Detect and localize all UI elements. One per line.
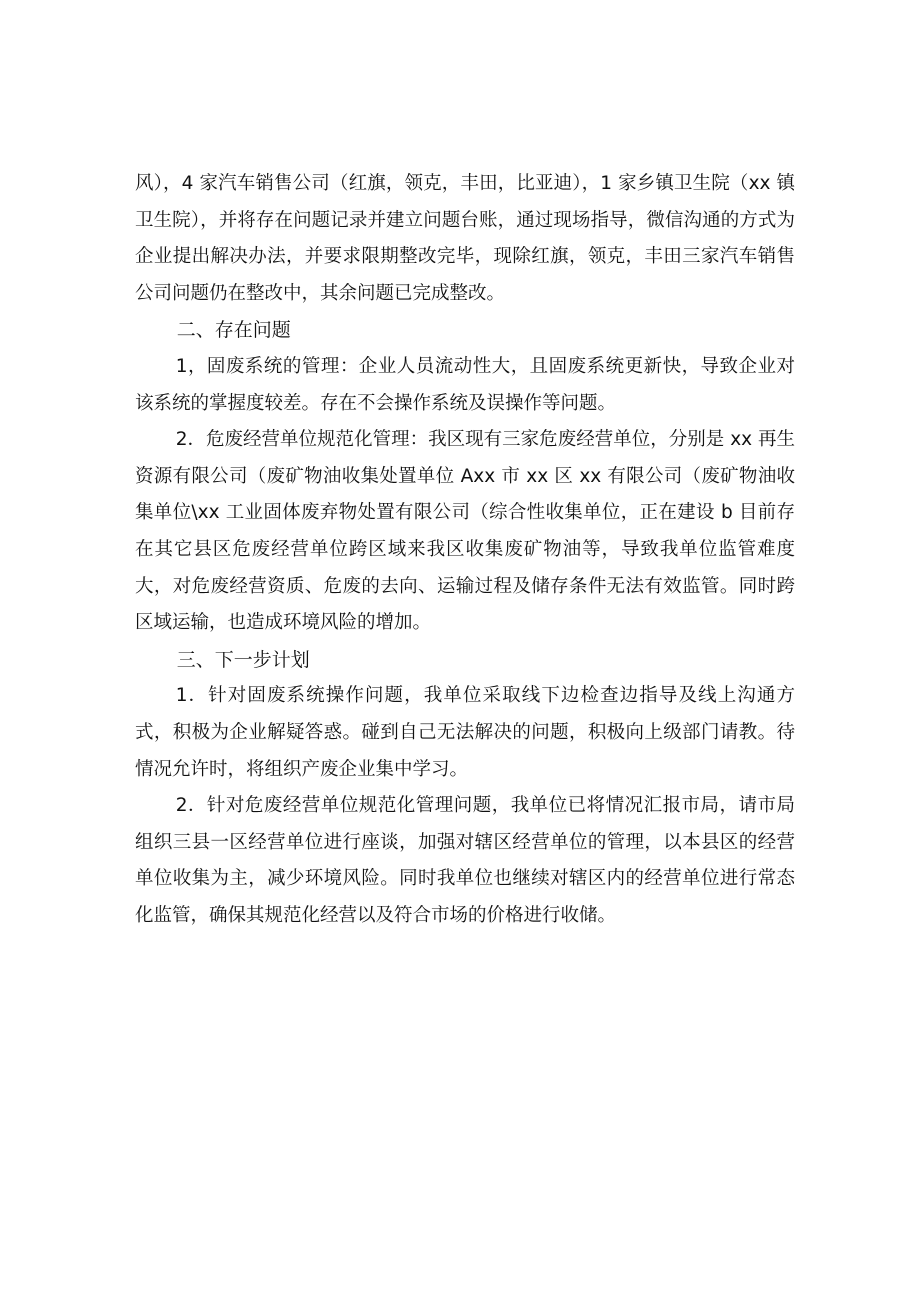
paragraph-continued-inspection-results: 风），4 家汽车销售公司（红旗，领克，丰田，比亚迪），1 家乡镇卫生院（xx 镇卫生院），并将存在问题记录并建立问题台账，通过现场指导，微信沟通的方式为企业提出解决办法，并要求限期整改完毕，现除红旗，领克，丰田三家汽车销售公司问题仍在整改中，其余问题已完成整改。 <box>135 173 795 304</box>
paragraph-solid-waste-system: 1，固废系统的管理：企业人员流动性大，且固废系统更新快，导致企业对该系统的掌握度较差。存在不会操作系统及误操作等问题。 <box>135 355 795 414</box>
section-heading-existing-problems: 二、存在问题 <box>176 319 291 342</box>
paragraph-next-step-system-guidance: 1．针对固废系统操作问题，我单位采取线下边检查边指导及线上沟通方式，积极为企业解疑答惑。碰到自己无法解决的问题，积极向上级部门请教。待情况允许时，将组织产废企业集中学习。 <box>135 685 795 780</box>
section-heading-next-steps: 三、下一步计划 <box>176 648 310 671</box>
paragraph-hazardous-waste-units: 2．危废经营单位规范化管理：我区现有三家危废经营单位，分别是 xx 再生资源有限公司（废矿物油收集处置单位 Axx 市 xx 区 xx 有限公司（废矿物油收集单位\xx 工业固体废弃物处置有限公司（综合性收集单位，正在建设 b 目前存在其它县区危废经营单位跨区域来我区收集废矿物油等，导致我单位监管难度大，对危废经营资质、危废的去向、运输过程及储存条件无法有效监管。同时跨区域运输，也造成环境风险的增加。 <box>135 429 795 634</box>
paragraph-next-step-unit-management: 2．针对危废经营单位规范化管理问题，我单位已将情况汇报市局，请市局组织三县一区经营单位进行座谈，加强对辖区经营单位的管理，以本县区的经营单位收集为主，减少环境风险。同时我单位也继续对辖区内的经营单位进行常态化监管，确保其规范化经营以及符合市场的价格进行收储。 <box>135 795 795 926</box>
document-body <box>135 166 795 934</box>
